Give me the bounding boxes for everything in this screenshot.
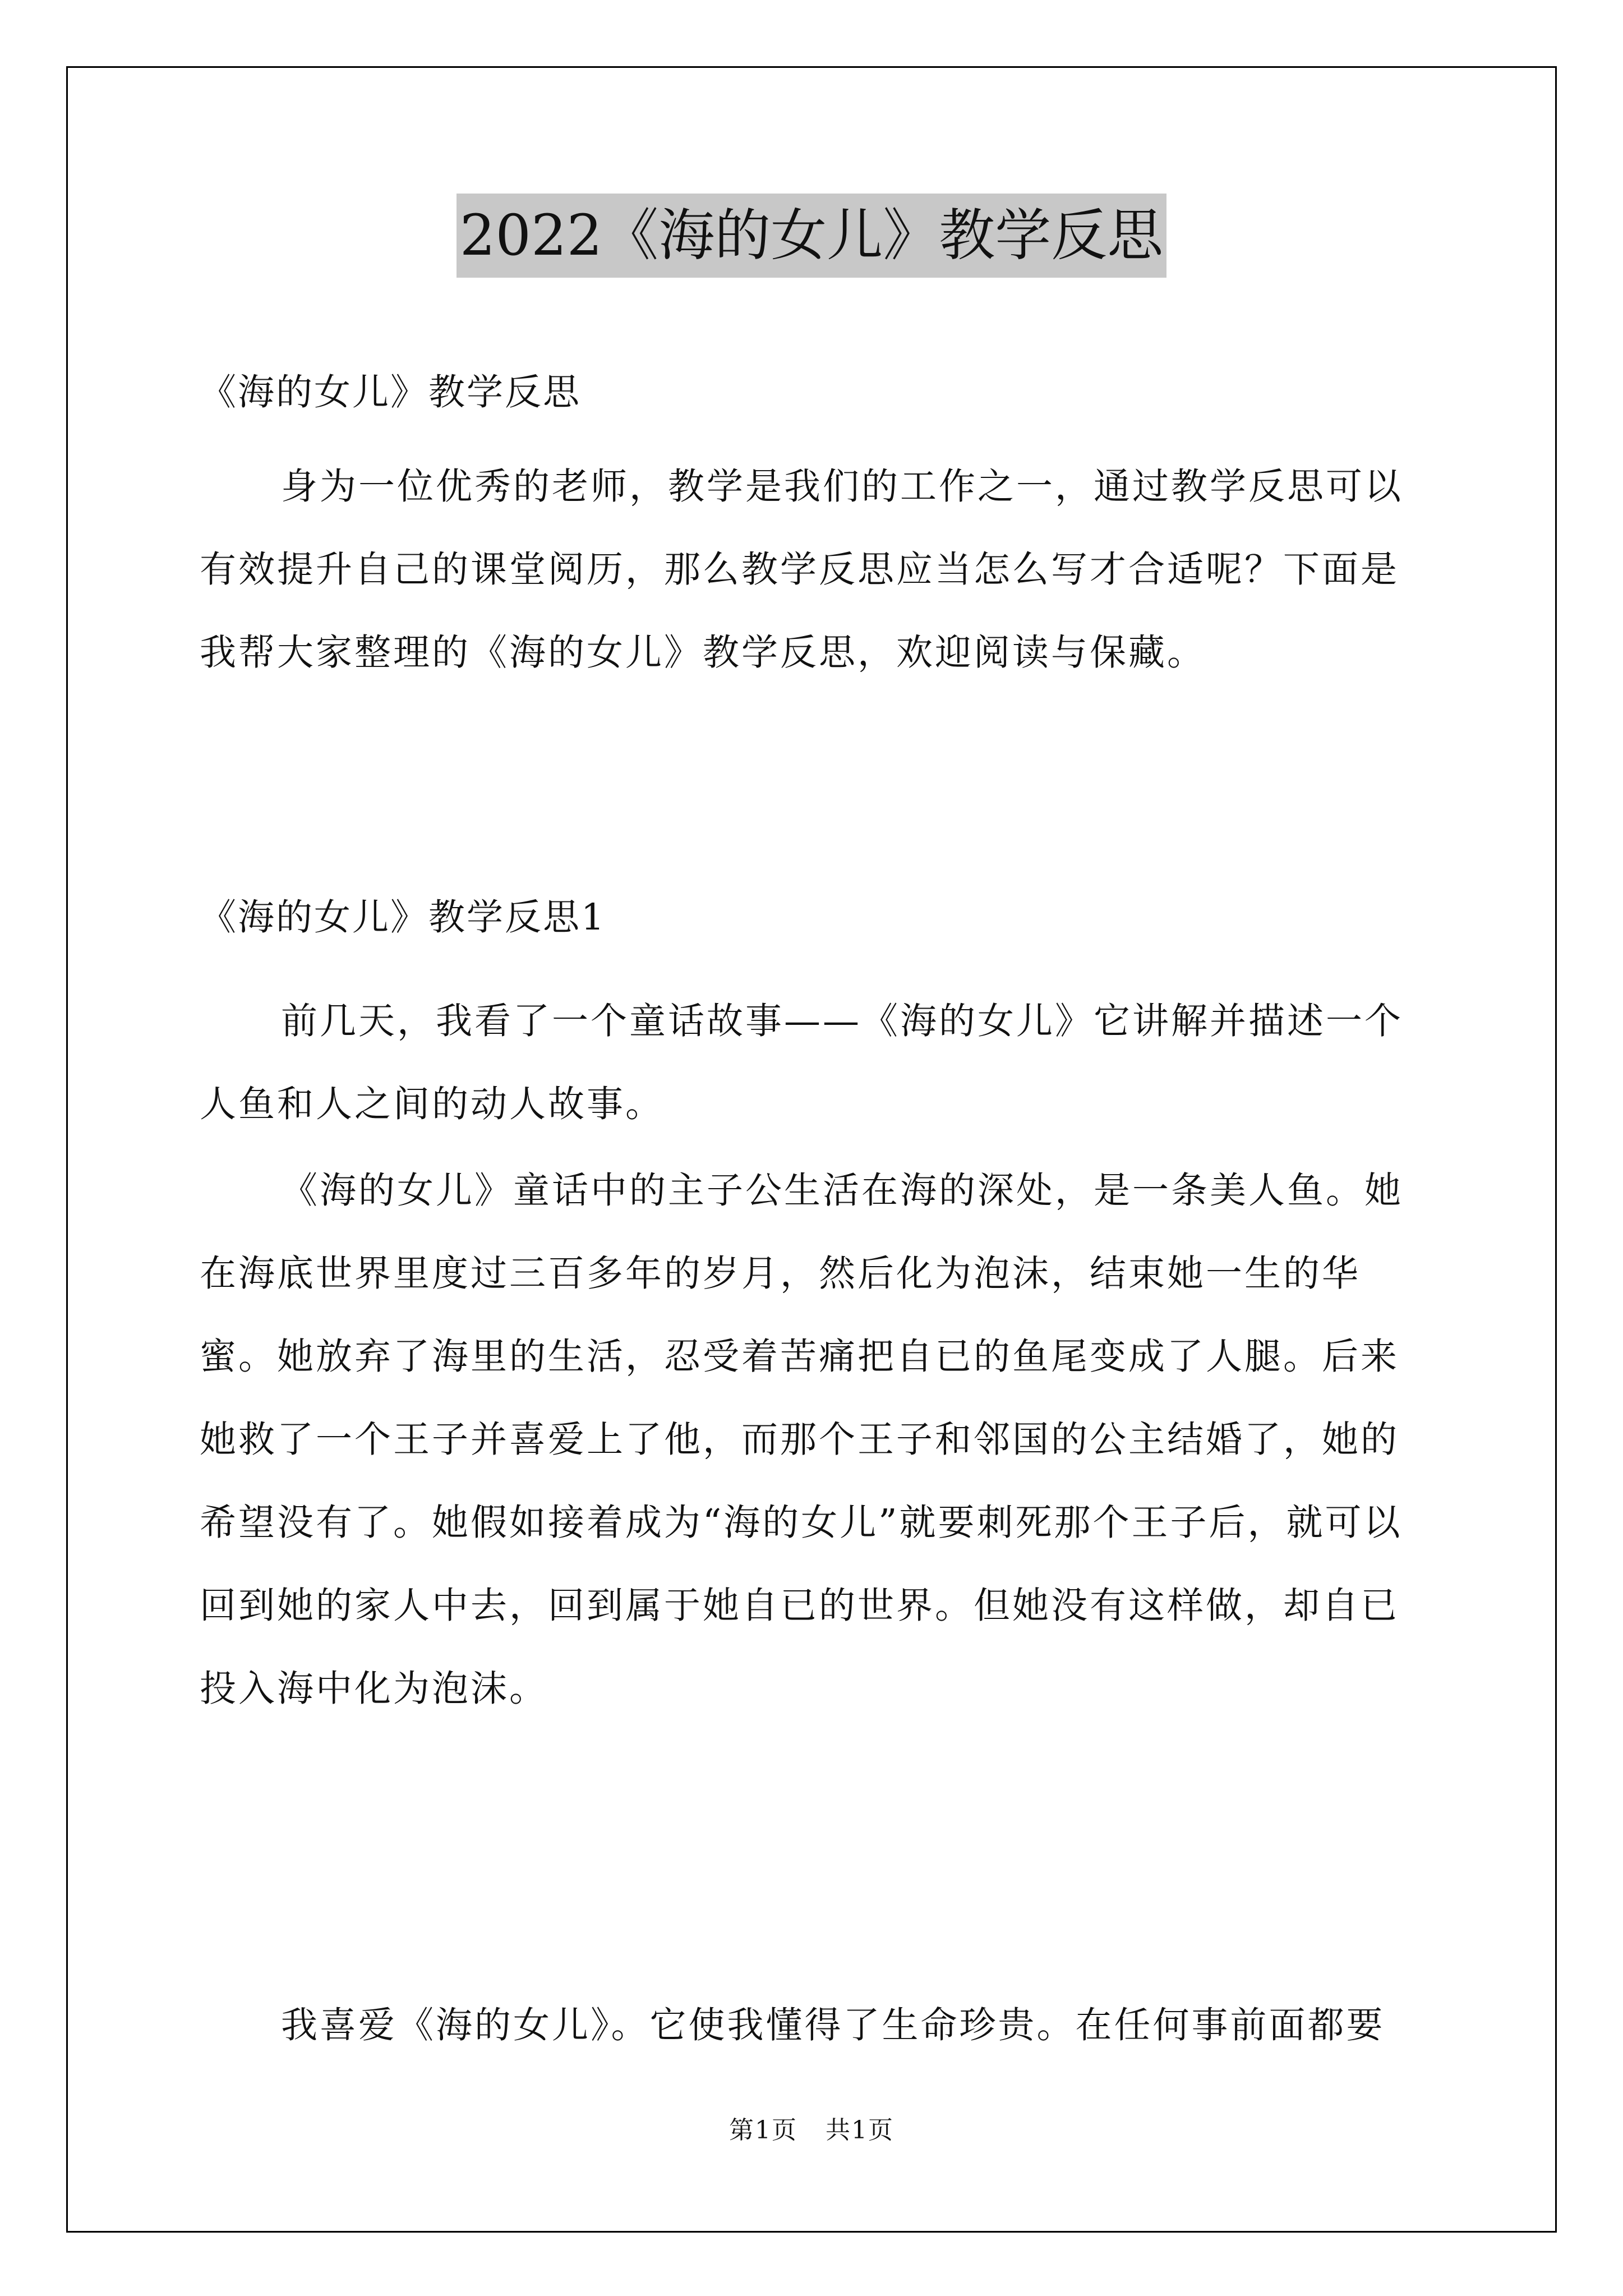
body-paragraph: 我喜爱《海的女儿》。它使我懂得了生命珍贵。在任何事前面都要 bbox=[281, 2004, 1385, 2046]
body-paragraph: 前几天，我看了一个童话故事——《海的女儿》它讲解并描述一个人鱼和人之间的动人故事。 bbox=[200, 1000, 1404, 1125]
page-footer bbox=[0, 2114, 1623, 2147]
section-heading-1: 《海的女儿》教学反思1 bbox=[200, 896, 606, 938]
page-number: 第1页 bbox=[729, 2116, 797, 2145]
body-paragraph: 《海的女儿》童话中的主子公生活在海的深处，是一条美人鱼。她在海底世界里度过三百多年的岁月，然后化为泡沫，结束她一生的华蜜。她放弃了海里的生活，忍受着苦痛把自已的鱼尾变成了人腿。后来她救了一个王子并喜爱上了他，而那个王子和邻国的公主结婚了，她的希望没有了。她假如接着成为“海的女儿”就要刺死那个王子后，就可以回到她的家人中去，回到属于她自已的世界。但她没有这样做，却自已投入海中化为泡沫。 bbox=[200, 1170, 1404, 1710]
intro-heading: 《海的女儿》教学反思 bbox=[200, 371, 582, 413]
intro-paragraph: 身为一位优秀的老师，教学是我们的工作之一，通过教学反思可以有效提升自己的课堂阅历，那么教学反思应当怎么写才合适呢？下面是我帮大家整理的《海的女儿》教学反思，欢迎阅读与保藏。 bbox=[200, 466, 1404, 674]
title-container bbox=[0, 194, 1623, 278]
document-title: 2022《海的女儿》教学反思 bbox=[457, 194, 1167, 278]
page-total: 共1页 bbox=[826, 2116, 894, 2145]
